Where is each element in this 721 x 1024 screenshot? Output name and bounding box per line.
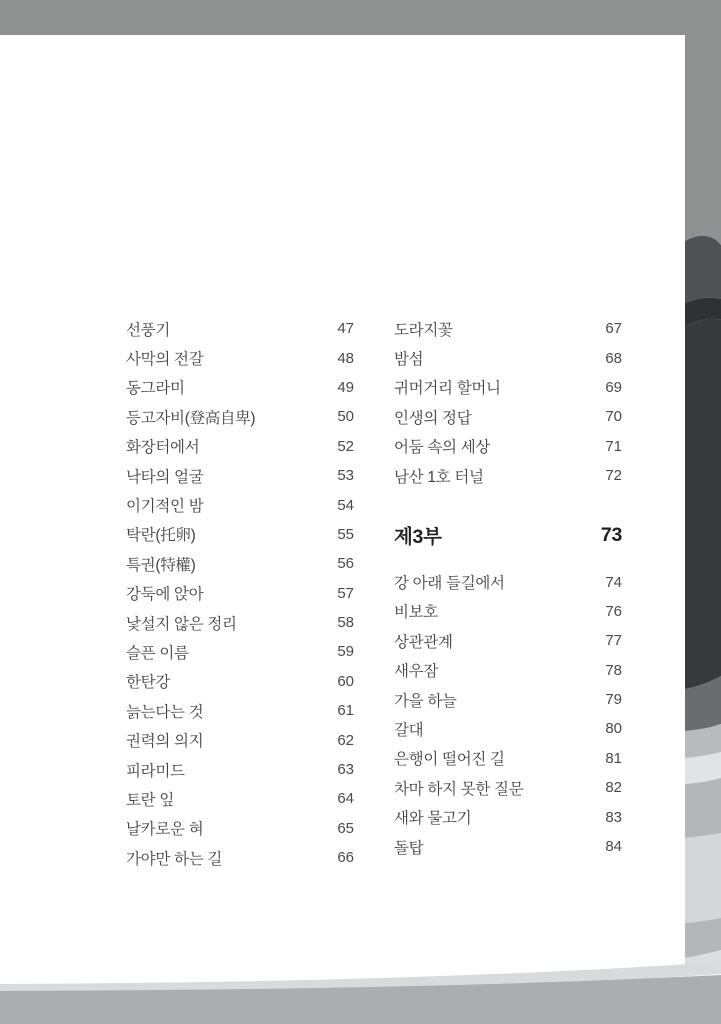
toc-entry: [394, 626, 622, 655]
toc-entry: [394, 802, 622, 831]
toc-entry-page-number: 54: [337, 496, 354, 514]
toc-entry-title: 돌탑: [394, 839, 424, 857]
toc-entry-title: 새우잠: [394, 663, 439, 681]
toc-entry: [126, 725, 354, 754]
toc-entry-page-number: 83: [605, 808, 622, 826]
toc-entry-title: 비보호: [394, 604, 439, 622]
toc-entry: [126, 549, 354, 578]
toc-entry-page-number: 69: [605, 378, 622, 396]
toc-entry: [126, 579, 354, 608]
toc-entry-title: 인생의 정답: [394, 409, 472, 427]
decor-right-dark-gray: [685, 236, 721, 303]
toc-entry-title: 가야만 하는 길: [126, 850, 223, 868]
toc-entry-page-number: 58: [337, 614, 354, 632]
toc-entry: [126, 814, 354, 843]
toc-entry: [394, 567, 622, 596]
toc-entry-page-number: 64: [337, 790, 354, 808]
toc-entry-title: 특권(特權): [126, 556, 196, 574]
toc-entry: [126, 520, 354, 549]
toc-entry-page-number: 81: [605, 749, 622, 767]
toc-entry-title: 강둑에 앉아: [126, 586, 204, 604]
toc-entry-page-number: 74: [605, 573, 622, 591]
toc-entry-page-number: 67: [605, 320, 622, 338]
toc-entry: [126, 696, 354, 725]
toc-entry-page-number: 47: [337, 320, 354, 338]
toc-entry: [126, 461, 354, 490]
toc-entry-page-number: 48: [337, 349, 354, 367]
toc-entry-page-number: 53: [337, 467, 354, 485]
toc-entry-page-number: 76: [605, 602, 622, 620]
toc-entry: [394, 343, 622, 372]
toc-entry-title: 도라지꽃: [394, 321, 453, 339]
toc-entry: [394, 685, 622, 714]
toc-entry-title: 은행이 떨어진 길: [394, 751, 505, 769]
toc-entry-page-number: 71: [605, 437, 622, 455]
toc-entry-title: 사막의 전갈: [126, 351, 204, 369]
toc-entry-page-number: 72: [605, 467, 622, 485]
toc-entry-page-number: 65: [337, 819, 354, 837]
toc-entry: [126, 402, 354, 431]
toc-entry-page-number: 52: [337, 437, 354, 455]
decor-right-wave-pale: [685, 833, 721, 923]
toc-entry-title: 슬픈 이름: [126, 644, 189, 662]
section-header-page-number: 73: [600, 523, 622, 546]
toc-entry-page-number: 68: [605, 349, 622, 367]
toc-entry: [126, 314, 354, 343]
toc-entry: [126, 343, 354, 372]
toc-entry-title: 늙는다는 것: [126, 703, 204, 721]
toc-entry-page-number: 57: [337, 584, 354, 602]
toc-right-top-entries: [394, 314, 622, 490]
toc-entry: [394, 714, 622, 743]
toc-entry-title: 피라미드: [126, 762, 185, 780]
toc-entry: [126, 490, 354, 519]
toc-entry-page-number: 63: [337, 761, 354, 779]
toc-entry-page-number: 49: [337, 378, 354, 396]
toc-entry: [126, 432, 354, 461]
toc-entry: [394, 432, 622, 461]
section-header-title: 제3부: [394, 526, 442, 549]
toc-entry-title: 강 아래 들길에서: [394, 575, 505, 593]
toc-entry-page-number: 82: [605, 779, 622, 797]
toc-entry: [126, 373, 354, 402]
toc-entry-title: 낙타의 얼굴: [126, 468, 204, 486]
toc-entry-page-number: 80: [605, 720, 622, 738]
toc-entry-title: 선풍기: [126, 321, 171, 339]
toc-entry-page-number: 79: [605, 691, 622, 709]
toc-entry-page-number: 66: [337, 849, 354, 867]
toc-entry-title: 날카로운 혀: [126, 821, 204, 839]
toc-entry: [394, 597, 622, 626]
toc-entry-page-number: 59: [337, 643, 354, 661]
toc-entry: [394, 373, 622, 402]
toc-entry: [394, 461, 622, 490]
toc-entry: [394, 832, 622, 861]
toc-entry-page-number: 84: [605, 838, 622, 856]
toc-entry-title: 이기적인 밤: [126, 498, 204, 516]
toc-left-column: [126, 314, 354, 872]
toc-entry: [126, 784, 354, 813]
toc-entry-title: 귀머거리 할머니: [394, 380, 501, 398]
toc-entry-title: 탁란(托卵): [126, 527, 196, 545]
toc-entry-title: 밤섬: [394, 351, 424, 369]
toc-entry-title: 새와 물고기: [394, 810, 472, 828]
decor-right-wave-gray-1: [685, 778, 721, 838]
toc-entry: [126, 667, 354, 696]
toc-entry-title: 권력의 의지: [126, 733, 204, 751]
toc-entry-page-number: 56: [337, 555, 354, 573]
toc-entry-title: 상관관계: [394, 633, 453, 651]
decor-right-charcoal: [685, 319, 721, 689]
toc-right-bottom-entries: [394, 567, 622, 861]
toc-entry-page-number: 70: [605, 408, 622, 426]
toc-entry: [394, 402, 622, 431]
toc-entry-page-number: 78: [605, 661, 622, 679]
toc-entry-page-number: 61: [337, 702, 354, 720]
toc-entry: [126, 608, 354, 637]
toc-entry: [394, 744, 622, 773]
toc-entry: [126, 637, 354, 666]
toc-entry: [394, 314, 622, 343]
toc-entry-page-number: 60: [337, 672, 354, 690]
toc-entry: [394, 773, 622, 802]
toc-entry: [126, 843, 354, 872]
section-header-part3: [394, 516, 622, 554]
toc-entry-title: 등고자비(登高自卑): [126, 409, 256, 427]
toc-entry-title: 차마 하지 못한 질문: [394, 780, 524, 798]
toc-entry-page-number: 50: [337, 408, 354, 426]
toc-entry: [394, 656, 622, 685]
toc-entry-title: 토란 잎: [126, 791, 175, 809]
toc-entry-title: 화장터에서: [126, 439, 200, 457]
toc-entry-title: 남산 1호 터널: [394, 468, 484, 486]
toc-entry-title: 어둠 속의 세상: [394, 439, 491, 457]
toc-entry-title: 가을 하늘: [394, 692, 457, 710]
toc-entry: [126, 755, 354, 784]
toc-right-column: [394, 314, 622, 861]
toc-entry-title: 한탄강: [126, 674, 171, 692]
toc-entry-page-number: 62: [337, 731, 354, 749]
toc-entry-page-number: 77: [605, 632, 622, 650]
decor-top-band: [0, 0, 721, 245]
toc-entry-page-number: 55: [337, 525, 354, 543]
toc-entry-title: 낯설지 않은 정리: [126, 615, 237, 633]
toc-entry-title: 갈대: [394, 721, 424, 739]
toc-entry-title: 동그라미: [126, 380, 185, 398]
